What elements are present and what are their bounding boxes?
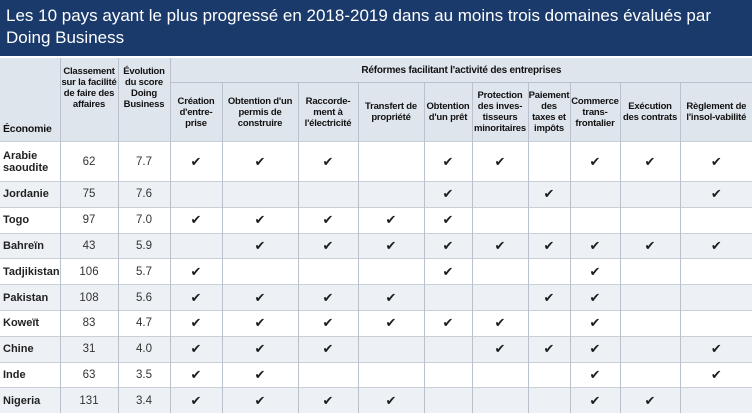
check-icon: ✔ bbox=[190, 212, 202, 228]
rank-cell: 31 bbox=[60, 336, 118, 362]
reform-cell bbox=[358, 336, 424, 362]
reform-cell bbox=[528, 310, 570, 336]
reform-cell bbox=[570, 142, 620, 182]
score-cell: 3.5 bbox=[118, 362, 170, 388]
table-row bbox=[0, 207, 752, 233]
rank-cell: 63 bbox=[60, 362, 118, 388]
header-reform: Obtention d'un permis de construire bbox=[222, 83, 298, 142]
country-cell: Bahreïn bbox=[0, 233, 60, 259]
reform-cell bbox=[170, 142, 222, 182]
check-icon: ✔ bbox=[494, 341, 506, 357]
reform-cell bbox=[170, 259, 222, 285]
check-icon: ✔ bbox=[385, 237, 397, 253]
reform-cell bbox=[222, 336, 298, 362]
check-icon: ✔ bbox=[254, 153, 266, 169]
reform-cell bbox=[222, 233, 298, 259]
reform-cell bbox=[620, 259, 680, 285]
reform-cell bbox=[424, 207, 472, 233]
reform-cell bbox=[424, 182, 472, 208]
check-icon: ✔ bbox=[442, 212, 454, 228]
reform-cell bbox=[528, 233, 570, 259]
header-reform: Transfert de propriété bbox=[358, 83, 424, 142]
reform-cell bbox=[620, 142, 680, 182]
score-cell: 5.6 bbox=[118, 285, 170, 311]
check-icon: ✔ bbox=[254, 289, 266, 305]
country-cell: Jordanie bbox=[0, 182, 60, 208]
reform-cell bbox=[528, 285, 570, 311]
reform-cell bbox=[358, 285, 424, 311]
reform-cell bbox=[620, 233, 680, 259]
reform-cell bbox=[620, 362, 680, 388]
reform-cell bbox=[680, 310, 752, 336]
reform-cell bbox=[298, 259, 358, 285]
check-icon: ✔ bbox=[322, 392, 334, 408]
check-icon: ✔ bbox=[322, 212, 334, 228]
header-reform: Exécution des contrats bbox=[620, 83, 680, 142]
header-reform: Règlement de l'insol-vabilité bbox=[680, 83, 752, 142]
check-icon: ✔ bbox=[322, 153, 334, 169]
reform-cell bbox=[222, 207, 298, 233]
check-icon: ✔ bbox=[190, 289, 202, 305]
reform-cell bbox=[620, 285, 680, 311]
reform-cell bbox=[620, 336, 680, 362]
score-cell: 5.9 bbox=[118, 233, 170, 259]
reform-cell bbox=[680, 207, 752, 233]
check-icon: ✔ bbox=[710, 341, 722, 357]
table-row bbox=[0, 182, 752, 208]
country-cell: Tadjikistan bbox=[0, 259, 60, 285]
reform-cell bbox=[570, 233, 620, 259]
check-icon: ✔ bbox=[644, 153, 656, 169]
reform-cell bbox=[680, 336, 752, 362]
reform-cell bbox=[472, 336, 528, 362]
reform-cell bbox=[680, 142, 752, 182]
header-reform: Création d'entre-prise bbox=[170, 83, 222, 142]
reform-cell bbox=[570, 362, 620, 388]
country-cell: Chine bbox=[0, 336, 60, 362]
reform-cell bbox=[570, 336, 620, 362]
check-icon: ✔ bbox=[322, 315, 334, 331]
check-icon: ✔ bbox=[190, 263, 202, 279]
reform-cell bbox=[680, 362, 752, 388]
check-icon: ✔ bbox=[254, 392, 266, 408]
country-cell: Nigeria bbox=[0, 388, 60, 413]
table-row bbox=[0, 362, 752, 388]
reform-cell bbox=[472, 207, 528, 233]
country-cell: Togo bbox=[0, 207, 60, 233]
reform-cell bbox=[358, 182, 424, 208]
reform-cell bbox=[358, 310, 424, 336]
table-row bbox=[0, 142, 752, 182]
reform-cell bbox=[222, 259, 298, 285]
check-icon: ✔ bbox=[589, 237, 601, 253]
reform-cell bbox=[358, 207, 424, 233]
reform-cell bbox=[298, 362, 358, 388]
check-icon: ✔ bbox=[543, 341, 555, 357]
reform-cell bbox=[528, 182, 570, 208]
reform-cell bbox=[472, 310, 528, 336]
reform-cell bbox=[222, 362, 298, 388]
reform-cell bbox=[424, 362, 472, 388]
reform-cell bbox=[170, 285, 222, 311]
reform-cell bbox=[570, 285, 620, 311]
reform-cell bbox=[570, 388, 620, 413]
check-icon: ✔ bbox=[322, 289, 334, 305]
table-row bbox=[0, 388, 752, 413]
reform-cell bbox=[424, 233, 472, 259]
reform-cell bbox=[358, 259, 424, 285]
country-cell: Inde bbox=[0, 362, 60, 388]
table-row bbox=[0, 259, 752, 285]
reform-cell bbox=[528, 362, 570, 388]
check-icon: ✔ bbox=[254, 212, 266, 228]
rank-cell: 83 bbox=[60, 310, 118, 336]
reform-cell bbox=[170, 388, 222, 413]
score-cell: 5.7 bbox=[118, 259, 170, 285]
check-icon: ✔ bbox=[322, 237, 334, 253]
reform-cell bbox=[358, 388, 424, 413]
reform-cell bbox=[222, 388, 298, 413]
score-cell: 7.7 bbox=[118, 142, 170, 182]
country-cell: Arabie saoudite bbox=[0, 142, 60, 182]
reform-cell bbox=[620, 388, 680, 413]
reform-cell bbox=[528, 259, 570, 285]
reform-cell bbox=[298, 233, 358, 259]
rank-cell: 62 bbox=[60, 142, 118, 182]
check-icon: ✔ bbox=[254, 237, 266, 253]
reform-cell bbox=[298, 182, 358, 208]
reform-cell bbox=[170, 182, 222, 208]
reform-cell bbox=[680, 182, 752, 208]
reform-cell bbox=[170, 362, 222, 388]
reform-cell bbox=[570, 182, 620, 208]
reform-cell bbox=[358, 142, 424, 182]
reform-cell bbox=[620, 207, 680, 233]
reform-cell bbox=[528, 336, 570, 362]
reform-cell bbox=[424, 259, 472, 285]
reform-cell bbox=[528, 142, 570, 182]
header-reform: Obtention d'un prêt bbox=[424, 83, 472, 142]
rank-cell: 131 bbox=[60, 388, 118, 413]
reform-cell bbox=[424, 310, 472, 336]
reform-cell bbox=[298, 207, 358, 233]
check-icon: ✔ bbox=[442, 153, 454, 169]
table-row bbox=[0, 336, 752, 362]
reform-cell bbox=[170, 336, 222, 362]
reform-cell bbox=[472, 388, 528, 413]
check-icon: ✔ bbox=[190, 315, 202, 331]
check-icon: ✔ bbox=[589, 263, 601, 279]
reform-cell bbox=[222, 142, 298, 182]
header-reforms-group: Réformes facilitant l'activité des entreprises bbox=[170, 58, 752, 83]
check-icon: ✔ bbox=[710, 237, 722, 253]
table-body bbox=[0, 142, 752, 414]
check-icon: ✔ bbox=[190, 341, 202, 357]
check-icon: ✔ bbox=[442, 315, 454, 331]
reform-cell bbox=[472, 259, 528, 285]
check-icon: ✔ bbox=[385, 315, 397, 331]
rank-cell: 108 bbox=[60, 285, 118, 311]
reform-cell bbox=[620, 310, 680, 336]
reform-cell bbox=[570, 259, 620, 285]
header-classement: Classement sur la facilité de faire des affaires bbox=[60, 58, 118, 142]
reform-cell bbox=[570, 207, 620, 233]
reform-cell bbox=[424, 142, 472, 182]
check-icon: ✔ bbox=[254, 366, 266, 382]
reform-cell bbox=[528, 388, 570, 413]
score-cell: 4.0 bbox=[118, 336, 170, 362]
reform-cell bbox=[472, 362, 528, 388]
reform-cell bbox=[472, 285, 528, 311]
header-reform: Protection des inves-tisseurs minoritaires bbox=[472, 83, 528, 142]
reform-cell bbox=[170, 207, 222, 233]
table-title: Les 10 pays ayant le plus progressé en 2018-2019 dans au moins trois domaines évalués par Doing Business bbox=[0, 0, 752, 56]
rank-cell: 106 bbox=[60, 259, 118, 285]
reform-cell bbox=[222, 310, 298, 336]
check-icon: ✔ bbox=[442, 186, 454, 202]
reform-cell bbox=[298, 142, 358, 182]
header-reform: Paiement des taxes et impôts bbox=[528, 83, 570, 142]
check-icon: ✔ bbox=[494, 237, 506, 253]
reform-cell bbox=[680, 388, 752, 413]
check-icon: ✔ bbox=[385, 289, 397, 305]
check-icon: ✔ bbox=[385, 212, 397, 228]
country-cell: Koweït bbox=[0, 310, 60, 336]
table-row bbox=[0, 310, 752, 336]
check-icon: ✔ bbox=[644, 392, 656, 408]
reform-cell bbox=[222, 182, 298, 208]
reform-cell bbox=[680, 233, 752, 259]
table-row bbox=[0, 285, 752, 311]
table-header bbox=[0, 58, 752, 142]
check-icon: ✔ bbox=[589, 289, 601, 305]
reform-cell bbox=[298, 336, 358, 362]
reform-cell bbox=[298, 285, 358, 311]
check-icon: ✔ bbox=[644, 237, 656, 253]
header-evolution: Évolution du score Doing Business bbox=[118, 58, 170, 142]
reform-cell bbox=[424, 336, 472, 362]
check-icon: ✔ bbox=[442, 237, 454, 253]
reform-cell bbox=[680, 259, 752, 285]
reforms-table bbox=[0, 58, 752, 413]
check-icon: ✔ bbox=[710, 366, 722, 382]
check-icon: ✔ bbox=[589, 153, 601, 169]
check-icon: ✔ bbox=[322, 341, 334, 357]
reform-cell bbox=[620, 182, 680, 208]
reform-cell bbox=[472, 233, 528, 259]
check-icon: ✔ bbox=[543, 186, 555, 202]
check-icon: ✔ bbox=[543, 289, 555, 305]
header-economie: Économie bbox=[0, 58, 60, 142]
check-icon: ✔ bbox=[589, 392, 601, 408]
check-icon: ✔ bbox=[254, 341, 266, 357]
check-icon: ✔ bbox=[494, 153, 506, 169]
check-icon: ✔ bbox=[190, 392, 202, 408]
score-cell: 7.0 bbox=[118, 207, 170, 233]
reform-cell bbox=[680, 285, 752, 311]
reform-cell bbox=[298, 388, 358, 413]
check-icon: ✔ bbox=[254, 315, 266, 331]
check-icon: ✔ bbox=[543, 237, 555, 253]
check-icon: ✔ bbox=[190, 366, 202, 382]
reform-cell bbox=[222, 285, 298, 311]
rank-cell: 43 bbox=[60, 233, 118, 259]
reform-cell bbox=[170, 310, 222, 336]
check-icon: ✔ bbox=[710, 186, 722, 202]
check-icon: ✔ bbox=[385, 392, 397, 408]
reform-cell bbox=[424, 285, 472, 311]
header-reform: Raccorde-ment à l'électricité bbox=[298, 83, 358, 142]
check-icon: ✔ bbox=[589, 315, 601, 331]
country-cell: Pakistan bbox=[0, 285, 60, 311]
check-icon: ✔ bbox=[494, 315, 506, 331]
reform-cell bbox=[472, 142, 528, 182]
reform-cell bbox=[528, 207, 570, 233]
header-reform: Commerce trans-frontalier bbox=[570, 83, 620, 142]
check-icon: ✔ bbox=[190, 153, 202, 169]
rank-cell: 75 bbox=[60, 182, 118, 208]
reform-cell bbox=[358, 233, 424, 259]
score-cell: 4.7 bbox=[118, 310, 170, 336]
score-cell: 7.6 bbox=[118, 182, 170, 208]
check-icon: ✔ bbox=[442, 263, 454, 279]
score-cell: 3.4 bbox=[118, 388, 170, 413]
check-icon: ✔ bbox=[589, 341, 601, 357]
check-icon: ✔ bbox=[710, 153, 722, 169]
rank-cell: 97 bbox=[60, 207, 118, 233]
reform-cell bbox=[424, 388, 472, 413]
reform-cell bbox=[472, 182, 528, 208]
reform-cell bbox=[358, 362, 424, 388]
reform-cell bbox=[170, 233, 222, 259]
reform-cell bbox=[298, 310, 358, 336]
table-row bbox=[0, 233, 752, 259]
check-icon: ✔ bbox=[589, 366, 601, 382]
reform-cell bbox=[570, 310, 620, 336]
